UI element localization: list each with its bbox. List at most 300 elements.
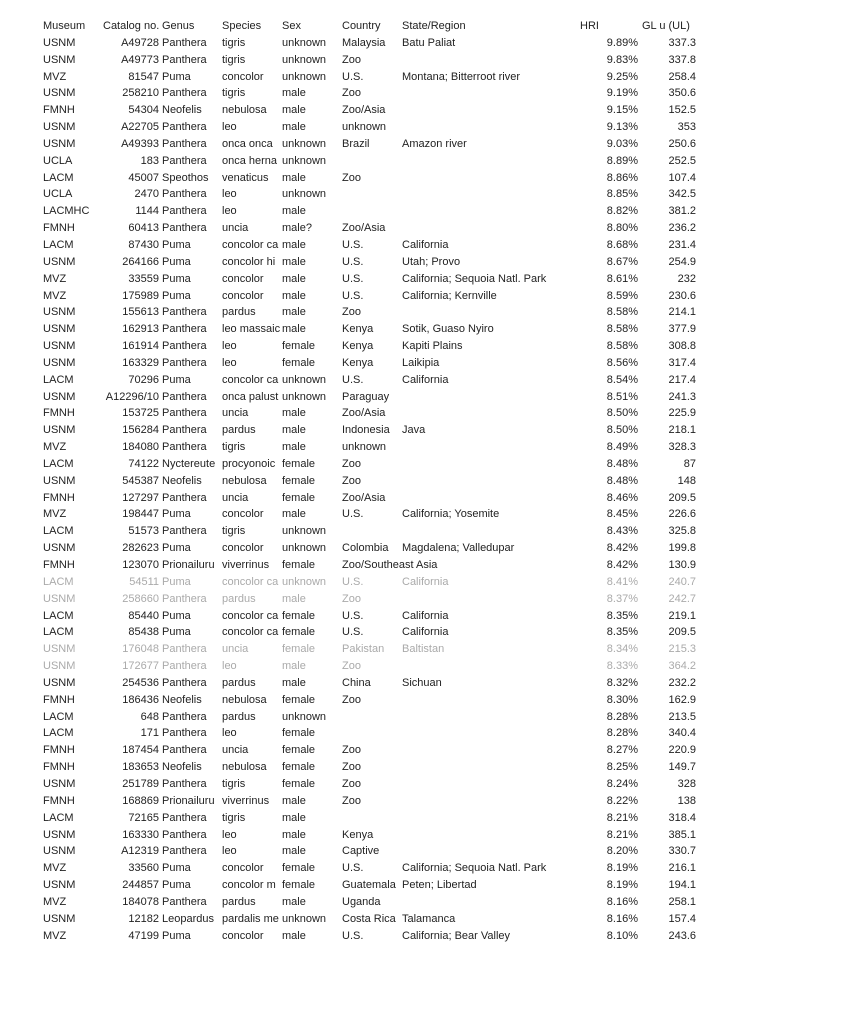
cell-sex: male	[282, 895, 306, 908]
cell-sex: male	[282, 205, 306, 218]
cell-sex: female	[282, 609, 316, 622]
cell-hri: 8.33%	[606, 660, 638, 673]
cell-genus: Panthera	[162, 727, 207, 740]
cell-genus: Panthera	[162, 205, 207, 218]
cell-genus: Speothos	[162, 171, 209, 184]
cell-region: California; Sequoia Natl. Park	[402, 862, 547, 875]
cell-museum: USNM	[43, 828, 76, 841]
cell-glu: 138	[677, 794, 696, 807]
table-row	[0, 641, 861, 658]
table-row	[0, 810, 861, 827]
cell-country: unknown	[342, 121, 387, 134]
cell-genus: Panthera	[162, 121, 207, 134]
cell-glu: 337.8	[668, 53, 696, 66]
cell-country: Zoo	[342, 171, 361, 184]
cell-hri: 8.45%	[606, 508, 638, 521]
cell-country: U.S.	[342, 862, 364, 875]
cell-species: concolor	[222, 289, 264, 302]
cell-hri: 8.41%	[606, 575, 638, 588]
cell-country: Pakistan	[342, 643, 385, 656]
cell-hri: 8.34%	[606, 643, 638, 656]
cell-sex: male?	[282, 222, 312, 235]
header-hri: HRI	[580, 20, 599, 32]
cell-glu: 337.3	[668, 36, 696, 49]
cell-hri: 8.32%	[606, 676, 638, 689]
table-row	[0, 170, 861, 187]
cell-hri: 8.21%	[606, 811, 638, 824]
cell-hri: 8.16%	[606, 895, 638, 908]
cell-sex: unknown	[282, 188, 327, 201]
table-row	[0, 372, 861, 389]
cell-hri: 8.28%	[606, 727, 638, 740]
table-row	[0, 153, 861, 170]
cell-country: U.S.	[342, 238, 364, 251]
cell-glu: 254.9	[668, 255, 696, 268]
cell-genus: Panthera	[162, 895, 207, 908]
cell-catalog: 51573	[128, 525, 159, 538]
cell-museum: LACM	[43, 525, 74, 538]
table-row	[0, 321, 861, 338]
cell-country: Kenya	[342, 340, 374, 353]
cell-sex: unknown	[282, 137, 327, 150]
table-row	[0, 911, 861, 928]
table-row	[0, 439, 861, 456]
cell-region: California; Sequoia Natl. Park	[402, 272, 547, 285]
cell-catalog: 168869	[122, 794, 159, 807]
cell-catalog: A49393	[121, 137, 159, 150]
cell-sex: female	[282, 879, 316, 892]
cell-sex: unknown	[282, 36, 327, 49]
cell-country: Kenya	[342, 828, 374, 841]
cell-sex: male	[282, 238, 306, 251]
table-row	[0, 254, 861, 271]
cell-glu: 328	[677, 777, 696, 790]
cell-glu: 342.5	[668, 188, 696, 201]
cell-region: California	[402, 626, 449, 639]
cell-sex: male	[282, 87, 306, 100]
cell-sex: unknown	[282, 525, 327, 538]
cell-region: Amazon river	[402, 137, 467, 150]
cell-genus: Puma	[162, 255, 191, 268]
cell-country: U.S.	[342, 508, 364, 521]
cell-species: leo	[222, 845, 237, 858]
table-row	[0, 102, 861, 119]
cell-country: Zoo	[342, 794, 361, 807]
cell-region: California	[402, 238, 449, 251]
cell-hri: 8.25%	[606, 761, 638, 774]
table-header-row	[0, 18, 861, 35]
cell-glu: 219.1	[668, 609, 696, 622]
cell-genus: Prionailuru	[162, 559, 215, 571]
cell-genus: Panthera	[162, 592, 207, 605]
cell-hri: 8.85%	[606, 188, 638, 201]
cell-country: Paraguay	[342, 390, 390, 403]
cell-sex: male	[282, 272, 306, 285]
cell-country: Kenya	[342, 356, 374, 369]
cell-glu: 215.3	[668, 643, 696, 656]
cell-catalog: 153725	[122, 407, 159, 420]
cell-genus: Panthera	[162, 390, 207, 403]
cell-museum: USNM	[43, 542, 76, 555]
cell-glu: 236.2	[668, 222, 696, 235]
cell-country: U.S.	[342, 626, 364, 639]
cell-sex: male	[282, 508, 306, 521]
cell-sex: unknown	[282, 53, 327, 66]
cell-country: U.S.	[342, 289, 364, 302]
table-row	[0, 742, 861, 759]
cell-genus: Panthera	[162, 660, 207, 673]
cell-museum: USNM	[43, 356, 76, 369]
cell-hri: 8.49%	[606, 441, 638, 454]
cell-species: concolor	[222, 272, 264, 285]
cell-country: Zoo	[342, 744, 361, 757]
cell-hri: 9.13%	[606, 121, 638, 134]
cell-country: U.S.	[342, 609, 364, 622]
cell-museum: USNM	[43, 36, 76, 49]
cell-genus: Puma	[162, 373, 191, 386]
cell-museum: FMNH	[43, 407, 75, 420]
cell-hri: 8.58%	[606, 340, 638, 353]
cell-hri: 8.46%	[606, 491, 638, 504]
cell-museum: LACM	[43, 373, 74, 386]
cell-hri: 8.43%	[606, 525, 638, 538]
cell-museum: LACM	[43, 238, 74, 251]
cell-sex: male	[282, 306, 306, 319]
cell-country: Zoo/Asia	[342, 407, 386, 420]
cell-genus: Panthera	[162, 188, 207, 201]
cell-species: leo	[222, 660, 237, 673]
cell-catalog: 70296	[128, 373, 159, 386]
cell-genus: Panthera	[162, 828, 207, 841]
cell-hri: 8.50%	[606, 424, 638, 437]
cell-genus: Panthera	[162, 407, 207, 420]
cell-species: leo	[222, 828, 237, 841]
cell-museum: LACMHC	[43, 205, 90, 218]
cell-species: pardus	[222, 895, 256, 908]
cell-country: Uganda	[342, 895, 381, 908]
cell-genus: Puma	[162, 272, 191, 285]
cell-glu: 258.1	[668, 895, 696, 908]
cell-region: California; Kernville	[402, 289, 497, 302]
table-row	[0, 473, 861, 490]
cell-catalog: 162913	[122, 323, 159, 336]
table-row	[0, 591, 861, 608]
cell-catalog: 47199	[128, 929, 159, 942]
cell-region: Batu Paliat	[402, 36, 456, 49]
table-row	[0, 608, 861, 625]
cell-hri: 8.58%	[606, 323, 638, 336]
cell-catalog: 85440	[128, 609, 159, 622]
cell-catalog: 163329	[122, 356, 159, 369]
cell-species: procyonoic	[222, 457, 276, 470]
cell-genus: Puma	[162, 575, 191, 588]
cell-glu: 209.5	[668, 491, 696, 504]
cell-sex: male	[282, 323, 306, 336]
table-row	[0, 237, 861, 254]
cell-catalog: 183	[140, 154, 159, 167]
cell-species: tigris	[222, 87, 246, 100]
cell-sex: male	[282, 676, 306, 689]
cell-glu: 230.6	[668, 289, 696, 302]
cell-hri: 8.54%	[606, 373, 638, 386]
cell-species: concolor	[222, 542, 264, 555]
cell-glu: 199.8	[668, 542, 696, 555]
cell-hri: 8.50%	[606, 407, 638, 420]
cell-museum: LACM	[43, 626, 74, 639]
table-row	[0, 725, 861, 742]
cell-genus: Panthera	[162, 845, 207, 858]
cell-glu: 216.1	[668, 862, 696, 875]
cell-museum: FMNH	[43, 491, 75, 504]
cell-genus: Panthera	[162, 525, 207, 538]
cell-hri: 8.48%	[606, 474, 638, 487]
cell-catalog: 183653	[122, 761, 159, 774]
cell-species: leo	[222, 188, 237, 201]
cell-hri: 8.20%	[606, 845, 638, 858]
cell-species: uncia	[222, 222, 249, 235]
cell-sex: male	[282, 407, 306, 420]
cell-genus: Puma	[162, 289, 191, 302]
table-row	[0, 405, 861, 422]
table-row	[0, 220, 861, 237]
cell-genus: Panthera	[162, 676, 207, 689]
table-row	[0, 506, 861, 523]
cell-hri: 8.42%	[606, 559, 638, 571]
cell-glu: 328.3	[668, 441, 696, 454]
cell-catalog: 81547	[128, 70, 159, 83]
cell-museum: MVZ	[43, 70, 67, 83]
cell-genus: Panthera	[162, 356, 207, 369]
cell-sex: male	[282, 289, 306, 302]
cell-species: tigris	[222, 811, 246, 824]
cell-glu: 258.4	[668, 70, 696, 83]
cell-hri: 8.89%	[606, 154, 638, 167]
cell-species: concolor ca	[222, 626, 279, 639]
cell-glu: 130.9	[668, 559, 696, 571]
cell-catalog: 127297	[122, 491, 159, 504]
cell-glu: 364.2	[668, 660, 696, 673]
table-row	[0, 692, 861, 709]
cell-catalog: 282623	[122, 542, 159, 555]
cell-glu: 107.4	[668, 171, 696, 184]
table-row	[0, 843, 861, 860]
table-row	[0, 119, 861, 136]
cell-hri: 9.25%	[606, 70, 638, 83]
cell-genus: Panthera	[162, 491, 207, 504]
table-row	[0, 288, 861, 305]
cell-museum: FMNH	[43, 693, 75, 706]
cell-hri: 8.51%	[606, 390, 638, 403]
cell-catalog: 258210	[122, 87, 159, 100]
cell-country: Captive	[342, 845, 380, 858]
cell-hri: 8.56%	[606, 356, 638, 369]
cell-region: California	[402, 609, 449, 622]
cell-catalog: A12296/10	[105, 390, 159, 403]
cell-genus: Puma	[162, 238, 191, 251]
cell-glu: 330.7	[668, 845, 696, 858]
cell-sex: female	[282, 643, 316, 656]
cell-hri: 9.19%	[606, 87, 638, 100]
cell-glu: 217.4	[668, 373, 696, 386]
cell-museum: USNM	[43, 340, 76, 353]
cell-country: U.S.	[342, 70, 364, 83]
cell-species: leo	[222, 205, 237, 218]
cell-glu: 148	[677, 474, 696, 487]
cell-genus: Neofelis	[162, 761, 202, 774]
cell-country: Zoo	[342, 592, 361, 605]
cell-country: Zoo/Southeast Asia	[342, 559, 438, 571]
cell-genus: Neofelis	[162, 104, 202, 117]
cell-sex: female	[282, 491, 316, 504]
cell-country: Zoo	[342, 761, 361, 774]
cell-sex: female	[282, 761, 316, 774]
cell-hri: 8.21%	[606, 828, 638, 841]
cell-species: uncia	[222, 491, 249, 504]
table-row	[0, 69, 861, 86]
cell-species: tigris	[222, 53, 246, 66]
cell-genus: Puma	[162, 626, 191, 639]
cell-genus: Nyctereute	[162, 457, 216, 470]
cell-catalog: 648	[140, 710, 159, 723]
cell-glu: 308.8	[668, 340, 696, 353]
cell-country: U.S.	[342, 255, 364, 268]
cell-country: Zoo	[342, 306, 361, 319]
cell-catalog: 87430	[128, 238, 159, 251]
cell-catalog: 2470	[134, 188, 159, 201]
cell-country: China	[342, 676, 371, 689]
cell-species: leo	[222, 340, 237, 353]
cell-species: viverrinus	[222, 559, 270, 571]
cell-sex: male	[282, 929, 306, 942]
cell-region: Peten; Libertad	[402, 879, 477, 892]
cell-country: Indonesia	[342, 424, 390, 437]
cell-catalog: 198447	[122, 508, 159, 521]
cell-country: Zoo/Asia	[342, 104, 386, 117]
cell-hri: 8.10%	[606, 929, 638, 942]
cell-species: tigris	[222, 777, 246, 790]
cell-region: Sotik, Guaso Nyiro	[402, 323, 494, 336]
cell-glu: 250.6	[668, 137, 696, 150]
cell-genus: Panthera	[162, 643, 207, 656]
cell-hri: 8.24%	[606, 777, 638, 790]
cell-catalog: A49773	[121, 53, 159, 66]
cell-catalog: 184078	[122, 895, 159, 908]
cell-hri: 8.82%	[606, 205, 638, 218]
cell-catalog: 172677	[122, 660, 159, 673]
cell-catalog: 161914	[122, 340, 159, 353]
cell-hri: 9.89%	[606, 36, 638, 49]
cell-museum: MVZ	[43, 895, 67, 908]
cell-catalog: 186436	[122, 693, 159, 706]
header-museum: Museum	[43, 20, 86, 32]
cell-species: pardus	[222, 710, 256, 723]
cell-genus: Puma	[162, 862, 191, 875]
cell-museum: USNM	[43, 306, 76, 319]
cell-species: pardus	[222, 424, 256, 437]
cell-genus: Puma	[162, 609, 191, 622]
cell-species: uncia	[222, 643, 249, 656]
cell-hri: 8.28%	[606, 710, 638, 723]
cell-glu: 242.7	[668, 592, 696, 605]
table-row	[0, 540, 861, 557]
cell-genus: Panthera	[162, 87, 207, 100]
cell-species: tigris	[222, 441, 246, 454]
cell-glu: 152.5	[668, 104, 696, 117]
cell-glu: 340.4	[668, 727, 696, 740]
table-row	[0, 355, 861, 372]
cell-species: concolor ca	[222, 238, 279, 251]
cell-museum: FMNH	[43, 104, 75, 117]
cell-catalog: 176048	[122, 643, 159, 656]
cell-region: Baltistan	[402, 643, 445, 656]
cell-catalog: 54304	[128, 104, 159, 117]
cell-species: concolor ca	[222, 609, 279, 622]
cell-sex: male	[282, 255, 306, 268]
cell-species: concolor	[222, 508, 264, 521]
cell-glu: 241.3	[668, 390, 696, 403]
cell-museum: FMNH	[43, 761, 75, 774]
cell-catalog: 187454	[122, 744, 159, 757]
cell-country: unknown	[342, 441, 387, 454]
cell-region: California	[402, 373, 449, 386]
cell-genus: Panthera	[162, 340, 207, 353]
cell-museum: UCLA	[43, 188, 73, 201]
cell-hri: 8.58%	[606, 306, 638, 319]
cell-sex: male	[282, 104, 306, 117]
cell-region: Kapiti Plains	[402, 340, 463, 353]
cell-species: leo	[222, 727, 237, 740]
cell-museum: USNM	[43, 777, 76, 790]
table-row	[0, 389, 861, 406]
cell-glu: 213.5	[668, 710, 696, 723]
cell-hri: 8.27%	[606, 744, 638, 757]
cell-glu: 318.4	[668, 811, 696, 824]
cell-species: pardus	[222, 306, 256, 319]
cell-species: concolor ca	[222, 373, 279, 386]
cell-genus: Panthera	[162, 154, 207, 167]
cell-museum: USNM	[43, 87, 76, 100]
table-row	[0, 490, 861, 507]
cell-hri: 8.37%	[606, 592, 638, 605]
cell-species: nebulosa	[222, 474, 267, 487]
header-country: Country	[342, 20, 381, 32]
cell-country: Zoo	[342, 457, 361, 470]
cell-museum: USNM	[43, 390, 76, 403]
cell-catalog: 258660	[122, 592, 159, 605]
cell-species: concolor	[222, 929, 264, 942]
cell-species: pardalis me	[222, 912, 279, 925]
cell-country: Kenya	[342, 323, 374, 336]
cell-hri: 8.19%	[606, 862, 638, 875]
cell-sex: male	[282, 121, 306, 134]
specimen-table	[0, 18, 861, 944]
cell-genus: Panthera	[162, 777, 207, 790]
cell-species: leo	[222, 356, 237, 369]
cell-sex: male	[282, 845, 306, 858]
cell-genus: Panthera	[162, 441, 207, 454]
cell-glu: 381.2	[668, 205, 696, 218]
cell-hri: 8.35%	[606, 626, 638, 639]
cell-sex: female	[282, 862, 316, 875]
table-row	[0, 304, 861, 321]
cell-region: Montana; Bitterroot river	[402, 70, 520, 83]
cell-museum: LACM	[43, 710, 74, 723]
cell-hri: 8.68%	[606, 238, 638, 251]
cell-museum: USNM	[43, 845, 76, 858]
cell-museum: USNM	[43, 879, 76, 892]
cell-hri: 8.48%	[606, 457, 638, 470]
table-row	[0, 860, 861, 877]
